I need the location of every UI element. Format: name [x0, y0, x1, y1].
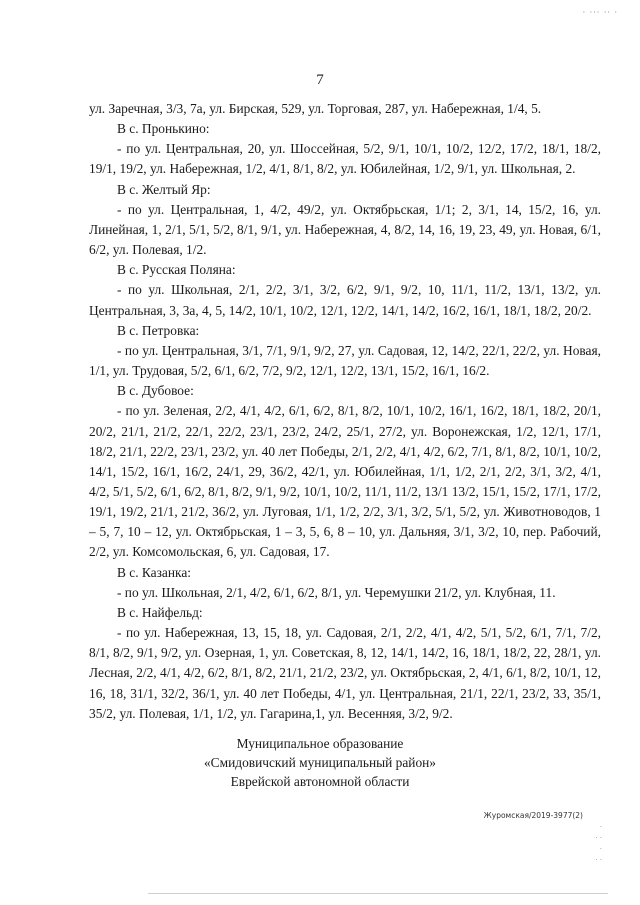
paragraph: В с. Желтый Яр:: [117, 181, 211, 197]
paragraph: - по ул. Школьная, 2/1, 2/2, 3/1, 3/2, 6/2, 9/1, 9/2, 10, 11/1, 11/2, 13/1, 13/2, ул. Центральная, 3, 3а, 4, 5, 14/2, 10/1, 10/2, 12/1, 12/2, 14/1, 14/2, 16/2, 16/1, 18/1, 18/2, 20/2.: [89, 282, 601, 318]
paragraph: В с. Пронькино:: [117, 121, 210, 137]
paragraph: В с. Петровка:: [117, 322, 200, 338]
paragraph: - по ул. Центральная, 3/1, 7/1, 9/1, 9/2, 27, ул. Садовая, 12, 14/2, 22/1, 22/2, ул. Новая, 1/1, ул. Трудовая, 5/2, 6/1, 6/2, 7/2, 9/2, 12/1, 12/2, 13/1, 15/2, 16/1, 16/2.: [89, 342, 601, 379]
edge-mark: ·: [599, 823, 602, 831]
document-code: Журомская/2019-3977(2): [483, 811, 583, 820]
edge-mark: · ·: [595, 834, 602, 842]
paragraph: - по ул. Зеленая, 2/2, 4/1, 4/2, 6/1, 6/2, 8/1, 8/2, 10/1, 10/2, 16/1, 16/2, 18/1, 18/2, 20/1, 20/2, 21/1, 21/2, 22/1, 22/2, 23/1, 23/2, 24/2, 25/1, 27/2, ул. Воронежская, 1/2, 12/1, 17/1, 18/2, 21/1, 22/2, 23/1, 23/2, ул. 40 лет Победы, 2/1, 2/2, 4/1, 4/2, 6/2, 7/1, 8/1, 8/2, 10/1, 10/2, 14/1, 15/2, 16/1, 16/2, 24/1, 29, 36/2, 42/1, ул. Юбилейная, 1/1, 1/2, 2/1, 2/2, 3/1, 3/2, 4/1, 4/2, 5/1, 5/2, 6/1, 6/2, 8/1, 8/2, 9/1, 9/2, 10/1, 10/2, 11/1, 11/2, 13/1 13/2, 15/1, 15/2, 17/1, 17/2, 19/1, 19/2, 21/1, 21/2, 36/2, ул. Луговая, 1/1, 1/2, 2/2, 3/1, 3/2, 5/1, 5/2, ул. Животноводов, 1 – 5, 7, 10 – 12, ул. Октябрьская, 1 – 3, 5, 6, 8 – 10, ул. Дальняя, 3/1, 3/2, 10, пер. Рабочий, 2/2, ул. Комсомольская, 6, ул. Садовая, 17.: [89, 403, 601, 560]
paragraph: ул. Заречная, 3/3, 7а, ул. Бирская, 529, ул. Торговая, 287, ул. Набережная, 1/4, 5.: [89, 101, 542, 116]
signoff-line-3: Еврейской автономной области: [230, 774, 410, 789]
bottom-rule: [148, 893, 608, 894]
paragraph: - по ул. Школьная, 2/1, 4/2, 6/1, 6/2, 8/1, ул. Черемушки 21/2, ул. Клубная, 11.: [117, 584, 556, 600]
paragraph: В с. Русская Поляна:: [117, 262, 236, 278]
corner-handwritten-mark: · ··· ·· ·: [582, 8, 618, 17]
paragraph: В с. Дубовое:: [117, 383, 194, 399]
document-body: [89, 99, 601, 724]
paragraph: - по ул. Центральная, 20, ул. Шоссейная, 5/2, 9/1, 10/1, 10/2, 12/2, 17/2, 18/1, 18/2, 19/1, 19/2, ул. Набережная, 1/2, 4/1, 8/1, 8/2, ул. Юбилейная, 1/2, 9/1, ул. Школьная, 2.: [89, 141, 601, 177]
edge-mark: ·: [599, 845, 602, 853]
edge-marks: [595, 822, 602, 866]
edge-mark: · ·: [595, 856, 602, 864]
paragraph: В с. Найфельд:: [117, 604, 203, 620]
paragraph: В с. Казанка:: [117, 564, 191, 580]
page-number: 7: [316, 72, 324, 88]
paragraph: - по ул. Набережная, 13, 15, 18, ул. Садовая, 2/1, 2/2, 4/1, 4/2, 5/1, 5/2, 6/1, 7/1, 7/2, 8/1, 8/2, 9/1, 9/2, ул. Озерная, 1, ул. Советская, 8, 12, 14/1, 14/2, 16, 18/1, 18/2, 22, 28/1, ул. Лесная, 2/2, 4/1, 4/2, 6/2, 8/1, 8/2, 21/1, 21/2, 23/2, ул. Октябрьская, 2, 4/1, 6/1, 8/2, 10/1, 12, 16, 18, 31/1, 32/2, 36/1, ул. 40 лет Победы, 4/1, ул. Центральная, 21/1, 22/1, 23/2, 33, 35/1, 35/2, ул. Полевая, 1/1, 1/2, ул. Гагарина,1, ул. Весенняя, 3/2, 9/2.: [89, 625, 601, 721]
signoff-line-1: Муниципальное образование: [236, 736, 404, 751]
paragraph: - по ул. Центральная, 1, 4/2, 49/2, ул. Октябрьская, 1/1; 2, 3/1, 14, 15/2, 16, ул. Линейная, 1, 2/1, 5/1, 5/2, 8/1, 9/1, ул. Набережная, 4, 8/2, 14, 16, 19, 23, 49, ул. Новая, 6/1, 6/2, ул. Полевая, 1/2.: [89, 201, 601, 258]
signoff-line-2: «Смидовичский муниципальный район»: [203, 755, 436, 770]
signoff-block: [0, 734, 640, 791]
